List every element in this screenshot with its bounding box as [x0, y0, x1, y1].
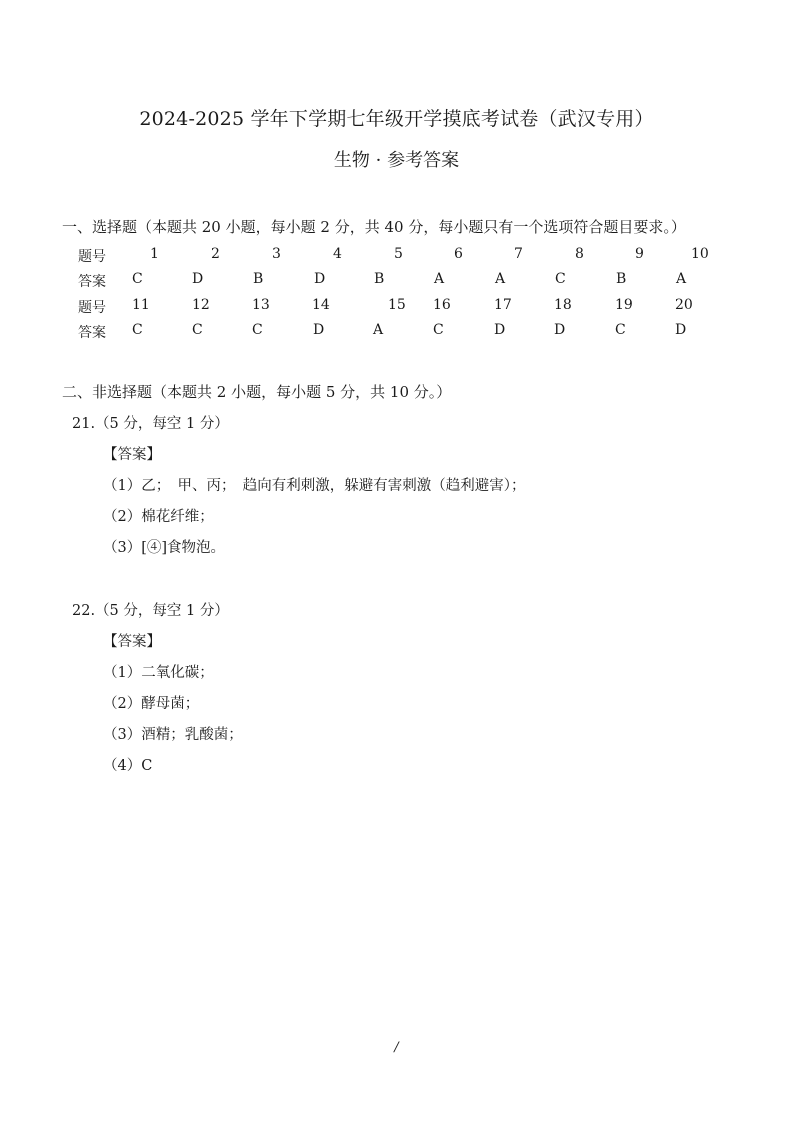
answer-line: （2）酵母菌； — [103, 696, 200, 712]
table-cell: 17 — [494, 297, 512, 313]
table-cell: 1 — [150, 246, 159, 262]
table-cell: C — [132, 271, 143, 287]
row-label: 答案 — [78, 274, 106, 290]
table-cell: 15 — [388, 297, 406, 313]
question-header: 22.（5 分，每空 1 分） — [72, 603, 229, 619]
table-cell: 14 — [312, 297, 330, 313]
question-header: 21.（5 分，每空 1 分） — [72, 416, 229, 432]
table-cell: A — [373, 322, 384, 338]
answer-line: （4）C — [103, 758, 153, 774]
table-cell: 6 — [454, 246, 463, 262]
table-cell: D — [314, 271, 326, 287]
table-cell: 11 — [132, 297, 150, 313]
table-cell: C — [132, 322, 143, 338]
table-cell: D — [554, 322, 566, 338]
table-cell: 4 — [333, 246, 342, 262]
table-cell: C — [615, 322, 626, 338]
answer-label: 【答案】 — [103, 447, 161, 463]
table-cell: 20 — [675, 297, 693, 313]
table-cell: 2 — [211, 246, 220, 262]
table-cell: A — [434, 271, 445, 287]
table-cell: 19 — [615, 297, 633, 313]
table-cell: D — [494, 322, 506, 338]
table-cell: D — [192, 271, 204, 287]
table-cell: B — [374, 271, 385, 287]
answer-label: 【答案】 — [103, 634, 161, 650]
table-cell: C — [252, 322, 263, 338]
table-cell: 5 — [394, 246, 403, 262]
table-cell: B — [616, 271, 627, 287]
row-label: 答案 — [78, 325, 106, 341]
table-cell: 7 — [514, 246, 523, 262]
page-mark: / — [394, 1040, 399, 1055]
table-cell: 9 — [635, 246, 644, 262]
answer-line: （3）酒精；乳酸菌； — [103, 727, 243, 743]
table-cell: D — [675, 322, 687, 338]
table-cell: 8 — [575, 246, 584, 262]
table-cell: 18 — [554, 297, 572, 313]
table-cell: D — [313, 322, 325, 338]
answer-line: （1）乙； 甲、丙； 趋向有利刺激，躲避有害刺激（趋利避害）； — [103, 478, 526, 494]
table-cell: 3 — [272, 246, 281, 262]
row-label: 题号 — [78, 300, 106, 316]
table-cell: C — [192, 322, 203, 338]
section2-heading: 二、非选择题（本题共 2 小题，每小题 5 分，共 10 分。） — [62, 383, 452, 401]
document-title: 2024-2025 学年下学期七年级开学摸底考试卷（武汉专用） — [139, 108, 654, 130]
document-subtitle: 生物 · 参考答案 — [333, 150, 460, 171]
answer-line: （2）棉花纤维； — [103, 509, 214, 525]
table-cell: C — [433, 322, 444, 338]
table-cell: A — [676, 271, 687, 287]
answer-line: （1）二氧化碳； — [103, 665, 214, 681]
table-cell: 16 — [433, 297, 451, 313]
answer-line: （3）[④]食物泡。 — [103, 540, 226, 556]
section1-heading: 一、选择题（本题共 20 小题，每小题 2 分，共 40 分，每小题只有一个选项符合题目要求。） — [62, 218, 686, 236]
table-cell: C — [555, 271, 566, 287]
table-cell: 13 — [252, 297, 270, 313]
table-cell: B — [253, 271, 264, 287]
row-label: 题号 — [78, 249, 106, 265]
table-cell: A — [495, 271, 506, 287]
table-cell: 10 — [691, 246, 709, 262]
table-cell: 12 — [192, 297, 210, 313]
